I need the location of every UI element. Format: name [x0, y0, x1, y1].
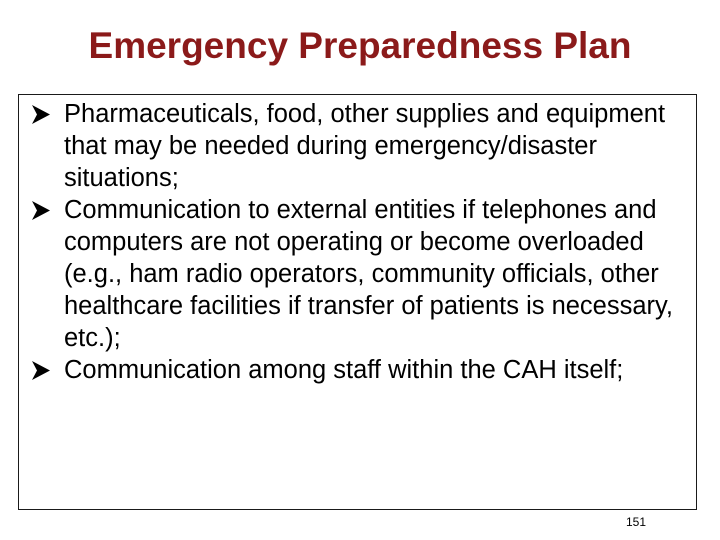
- arrowhead-bullet-icon: [30, 98, 60, 130]
- bullet-text: Communication to external entities if telephones and computers are not operating or become overloaded (e.g., ham radio operators, community officials, other healthcare facilities if transfer of patients is necessary, etc.);: [64, 196, 673, 352]
- arrowhead-bullet-icon: [30, 354, 60, 386]
- bullet-item: [30, 194, 698, 354]
- bullet-item: [30, 98, 698, 194]
- arrowhead-bullet-icon: [30, 194, 60, 226]
- bullet-item: [30, 354, 698, 386]
- bullet-list: [30, 98, 698, 386]
- page-number: 151: [625, 515, 646, 529]
- slide-title: Emergency Preparedness Plan: [88, 25, 632, 66]
- bullet-text: Communication among staff within the CAH itself;: [64, 356, 624, 384]
- bullet-text: Pharmaceuticals, food, other supplies and equipment that may be needed during emergency/disaster situations;: [64, 100, 666, 192]
